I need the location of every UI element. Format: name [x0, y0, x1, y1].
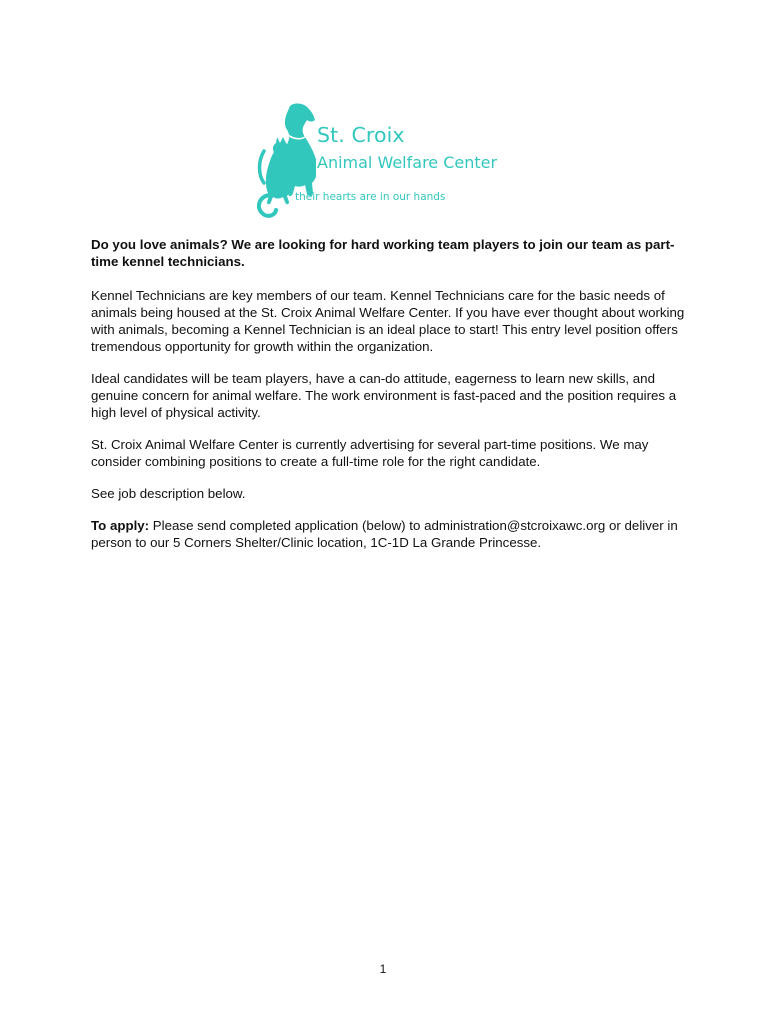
apply-text: Please send completed application (below) to administration@stcroixawc.org or deliver in person to our 5 Corners Shelter/Clinic location, 1C-1D La Grande Princesse. [91, 518, 678, 550]
paragraph-ideal-candidates: Ideal candidates will be team players, have a can-do attitude, eagerness to learn new skills, and genuine concern for animal welfare. The work environment is fast-paced and the position requires a high level of physical activity. [91, 371, 677, 420]
logo-subtitle: Animal Welfare Center [317, 153, 498, 172]
apply-instructions [91, 517, 691, 551]
logo-title: St. Croix [317, 123, 405, 147]
job-heading: Do you love animals? We are looking for hard working team players to join our team as part-time kennel technicians. [91, 237, 675, 269]
paragraph-see-description: See job description below. [91, 486, 246, 501]
organization-logo [256, 103, 526, 219]
document-body [91, 236, 691, 566]
paragraph-positions: St. Croix Animal Welfare Center is currently advertising for several part-time positions. We may consider combining positions to create a full-time role for the right candidate. [91, 437, 649, 469]
apply-label: To apply: [91, 518, 150, 533]
paragraph-role-description: Kennel Technicians are key members of our team. Kennel Technicians care for the basic needs of animals being housed at the St. Croix Animal Welfare Center. If you have ever thought about working with animals, becoming a Kennel Technician is an ideal place to start! This entry level position offers tremendous opportunity for growth within the organization. [91, 288, 685, 354]
logo-tagline: their hearts are in our hands [295, 191, 446, 203]
page-number: 1 [379, 962, 387, 976]
